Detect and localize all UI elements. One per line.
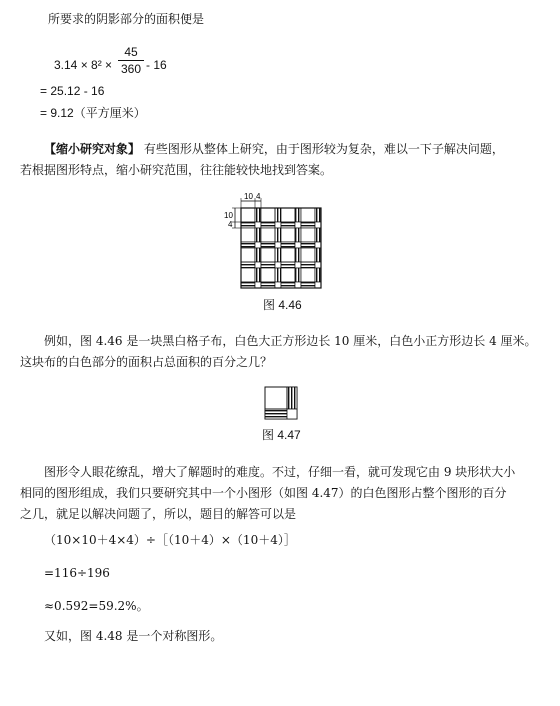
cloth-cell: [275, 242, 281, 248]
cloth-cell: [261, 268, 275, 282]
figure-446-checkered-cloth: [220, 192, 340, 292]
cloth-cell: [295, 268, 301, 282]
cloth-cell: [301, 268, 315, 282]
cloth-cell: [295, 228, 301, 242]
cloth-cell: [295, 248, 301, 262]
cloth-cell: [315, 222, 321, 228]
example-line1: 例如，图 4.46 是一块黑白格子布，白色大正方形边长 10 厘米，白色小正方形边长 4 厘米。: [44, 334, 537, 348]
explain-line3: 之几，就足以解决问题了，所以，题目的解答可以是: [20, 507, 297, 521]
cloth-cell: [255, 222, 261, 228]
cloth-cell: [275, 222, 281, 228]
formula-line1-prefix: 3.14 × 8² ×: [54, 58, 113, 72]
label-top-4: 4: [256, 192, 261, 201]
cloth-cell: [281, 262, 295, 268]
cloth-cell: [281, 242, 295, 248]
cloth-cell: [315, 248, 321, 262]
solution-line3: ≈0.592=59.2%。: [44, 599, 149, 613]
cloth-cell: [295, 242, 301, 248]
formula-line3: = 9.12（平方厘米）: [40, 106, 146, 120]
cloth-cell: [281, 282, 295, 288]
fraction-bar: [118, 60, 144, 61]
cloth-cell: [301, 222, 315, 228]
section-heading: 【缩小研究对象】: [44, 142, 141, 156]
figure-447-unit-tile: [264, 386, 298, 420]
label-left-10: 10: [224, 211, 233, 220]
cloth-cell: [301, 228, 315, 242]
cloth-cell: [275, 268, 281, 282]
cloth-cell: [281, 248, 295, 262]
cloth-cell: [261, 282, 275, 288]
explain-line2: 相同的图形组成，我们只要研究其中一个小图形（如图 4.47）的白色图形占整个图形的百分: [20, 486, 507, 500]
fraction-denominator: 360: [120, 62, 142, 76]
formula-line2: = 25.12 - 16: [40, 84, 105, 98]
section-text-line1: 有些图形从整体上研究，由于图形较为复杂，难以一下子解决问题，: [143, 142, 504, 156]
figure-446-caption: 图 4.46: [263, 298, 302, 312]
section-paragraph: [44, 139, 504, 160]
cloth-cell: [261, 242, 275, 248]
cloth-cell: [261, 208, 275, 222]
cloth-cell: [255, 228, 261, 242]
closing-text: 又如，图 4.48 是一个对称图形。: [44, 629, 223, 643]
cloth-cell: [241, 248, 255, 262]
cloth-cell: [315, 268, 321, 282]
cloth-cell: [315, 242, 321, 248]
cloth-cell: [275, 282, 281, 288]
cloth-cell: [301, 242, 315, 248]
cloth-cell: [281, 228, 295, 242]
intro-text: 所要求的阴影部分的面积便是: [48, 12, 205, 26]
solution-line1: （10×10＋4×4）÷［（10＋4）×（10＋4）］: [44, 533, 296, 547]
cloth-cell: [275, 248, 281, 262]
cloth-cell: [295, 222, 301, 228]
solution-line2: =116÷196: [44, 566, 110, 580]
cloth-cell: [255, 262, 261, 268]
cloth-cell: [281, 208, 295, 222]
cloth-cell: [315, 228, 321, 242]
formula-line1-suffix: - 16: [146, 58, 167, 72]
cloth-cell: [261, 248, 275, 262]
cloth-cell: [315, 208, 321, 222]
cloth-cell: [261, 262, 275, 268]
cloth-cell: [241, 268, 255, 282]
cloth-cell: [241, 282, 255, 288]
label-left-4: 4: [228, 220, 233, 229]
cloth-cell: [301, 208, 315, 222]
cloth-cell: [301, 248, 315, 262]
cloth-cell: [241, 208, 255, 222]
cloth-cell: [255, 248, 261, 262]
cloth-cell: [255, 268, 261, 282]
cloth-cell: [261, 228, 275, 242]
formula-fraction: [118, 45, 144, 76]
cloth-cell: [295, 282, 301, 288]
figure-447-caption: 图 4.47: [262, 428, 301, 442]
cloth-cell: [255, 282, 261, 288]
cloth-cell: [301, 262, 315, 268]
cloth-cell: [255, 208, 261, 222]
fraction-numerator: 45: [124, 45, 138, 59]
cloth-cell: [241, 242, 255, 248]
cloth-cell: [301, 282, 315, 288]
cloth-cell: [281, 268, 295, 282]
cloth-cell: [241, 222, 255, 228]
cloth-cell: [275, 208, 281, 222]
example-line2: 这块布的白色部分的面积占总面积的百分之几？: [20, 355, 273, 369]
cloth-cell: [315, 262, 321, 268]
cloth-cell: [261, 222, 275, 228]
cloth-cell: [241, 262, 255, 268]
cloth-cell: [255, 242, 261, 248]
cloth-cell: [315, 282, 321, 288]
section-text-line2: 若根据图形特点，缩小研究范围，往往能较快地找到答案。: [20, 163, 333, 177]
explain-line1: 图形令人眼花缭乱，增大了解题时的难度。不过，仔细一看，就可发现它由 9 块形状大小: [44, 465, 516, 479]
cloth-cell: [281, 222, 295, 228]
cloth-cell: [295, 262, 301, 268]
cloth-cell: [295, 208, 301, 222]
cloth-cell: [241, 228, 255, 242]
label-top-10: 10: [244, 192, 253, 201]
cloth-cell: [275, 228, 281, 242]
cloth-cell: [275, 262, 281, 268]
